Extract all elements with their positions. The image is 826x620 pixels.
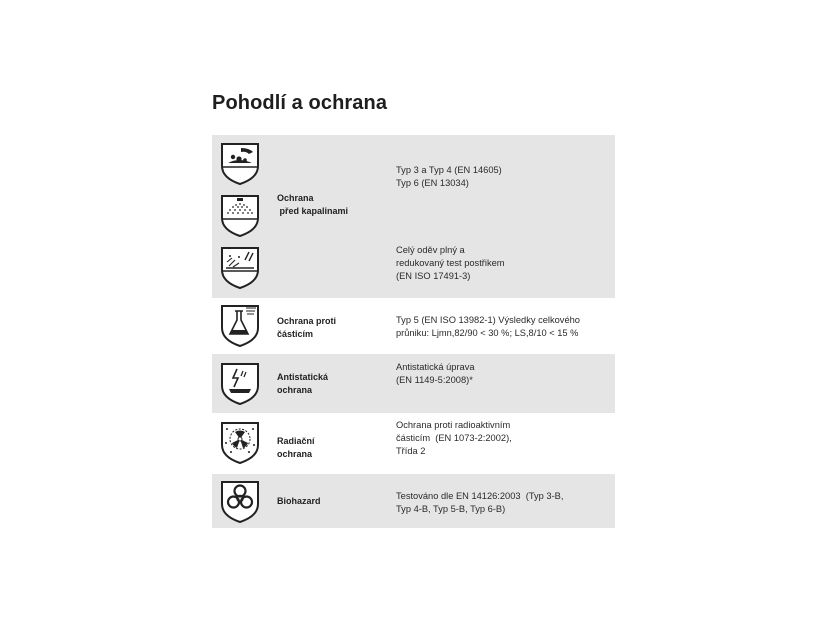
row-biohazard-protection [212, 474, 615, 528]
row-radiation-protection [212, 413, 615, 474]
row-description: Ochrana proti radioaktivním částicím (EN 1073-2:2002), Třída 2 [396, 420, 512, 456]
row-antistatic-protection [212, 354, 615, 413]
splash-test-shield-icon [219, 244, 261, 290]
antistatic-shield-icon [219, 360, 261, 406]
row-description: Typ 5 (EN ISO 13982-1) Výsledky celkového průniku: Ljmn,82/90 < 30 %; LS,8/10 < 15 % [396, 315, 580, 338]
biohazard-shield-icon [219, 478, 261, 524]
row-particle-protection [212, 298, 615, 353]
row-liquid-protection [212, 135, 615, 298]
row-description: Antistatická úprava (EN 1149-5:2008)* [396, 362, 475, 385]
row-label: Ochrana proti částicím [277, 316, 337, 339]
row-label: Radiační ochrana [277, 436, 315, 459]
particle-flask-shield-icon [219, 302, 261, 348]
row-label: Antistatická ochrana [277, 372, 329, 395]
row-description: Testováno dle EN 14126:2003 (Typ 3-B, Typ 4-B, Typ 5-B, Typ 6-B) [396, 491, 564, 514]
liquid-spray-shield-icon [219, 192, 261, 238]
row-label: Biohazard [277, 496, 321, 506]
row-description-types: Typ 3 a Typ 4 (EN 14605) Typ 6 (EN 13034) [396, 165, 502, 188]
liquid-jet-shield-icon [219, 140, 261, 186]
row-description-spray-test: Celý oděv plný a redukovaný test postřikem (EN ISO 17491-3) [396, 245, 505, 281]
radioactive-particles-shield-icon [219, 419, 261, 465]
page-title: Pohodlí a ochrana [212, 92, 388, 114]
row-label: Ochrana před kapalinami [277, 193, 349, 216]
